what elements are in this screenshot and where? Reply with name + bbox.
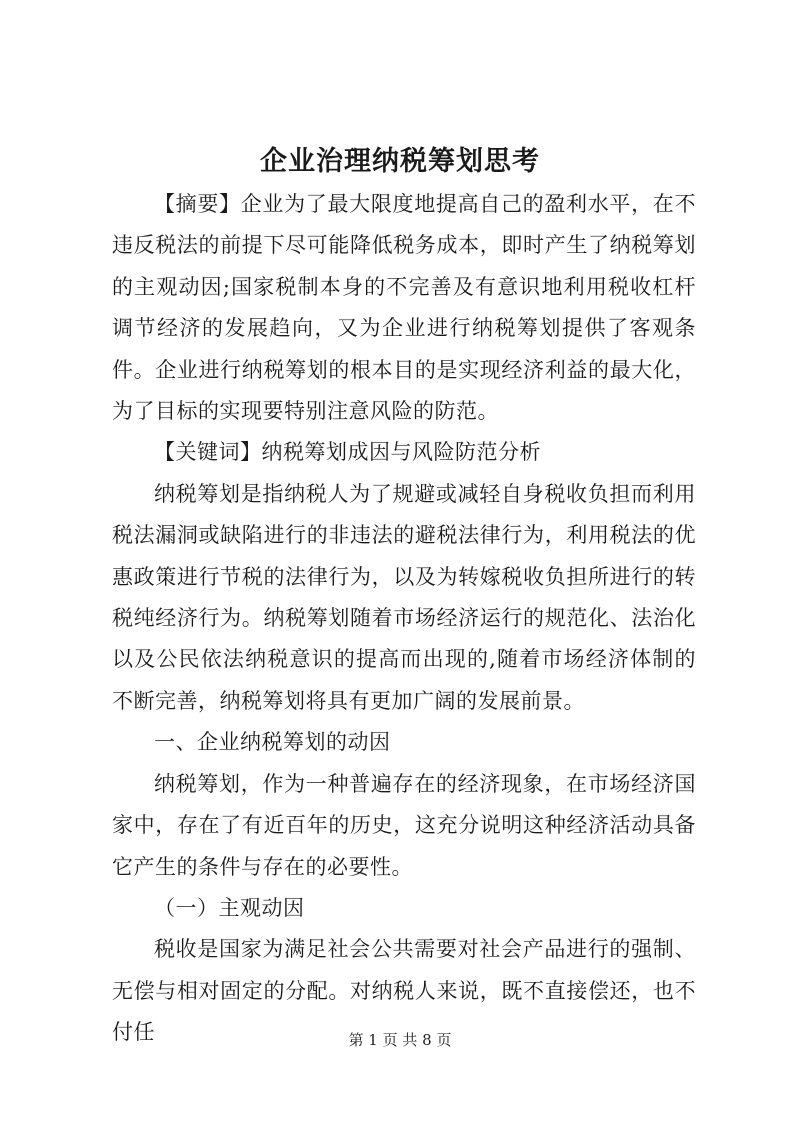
intro-paragraph: 纳税筹划是指纳税人为了规避或减轻自身税收负担而利用税法漏洞或缺陷进行的非违法的避税法律行为，利用税法的优惠政策进行节税的法律行为，以及为转嫁税收负担所进行的转税纯经济行为。纳税筹划随着市场经济运行的规范化、法治化以及公民依法纳税意识的提高而出现的,随着市场经济体制的不断完善，纳税筹划将具有更加广阔的发展前景。 [112,481,696,713]
subsection-heading: （一）主观动因 [154,895,305,920]
section-paragraph: 纳税筹划，作为一种普遍存在的经济现象，在市场经济国家中，存在了有近百年的历史，这充分说明这种经济活动具备它产生的条件与存在的必要性。 [112,771,696,879]
page-footer: 第 1 页 共 8 页 [348,1031,452,1049]
keywords-paragraph: 【关键词】纳税筹划成因与风险防范分析 [154,440,541,465]
document-body [112,184,696,1054]
section-heading: 一、企业纳税筹划的动因 [154,730,391,755]
document-title: 企业治理纳税筹划思考 [260,146,540,177]
abstract-paragraph: 【摘要】企业为了最大限度地提高自己的盈利水平，在不违反税法的前提下尽可能降低税务成本，即时产生了纳税筹划的主观动因;国家税制本身的不完善及有意识地利用税收杠杆调节经济的发展趋向，又为企业进行纳税筹划提供了客观条件。企业进行纳税筹划的根本目的是实现经济利益的最大化，为了目标的实现要特别注意风险的防范。 [112,192,696,424]
subsection-paragraph: 税收是国家为满足社会公共需要对社会产品进行的强制、无偿与相对固定的分配。对纳税人来说，既不直接偿还，也不付任 [112,937,696,1045]
